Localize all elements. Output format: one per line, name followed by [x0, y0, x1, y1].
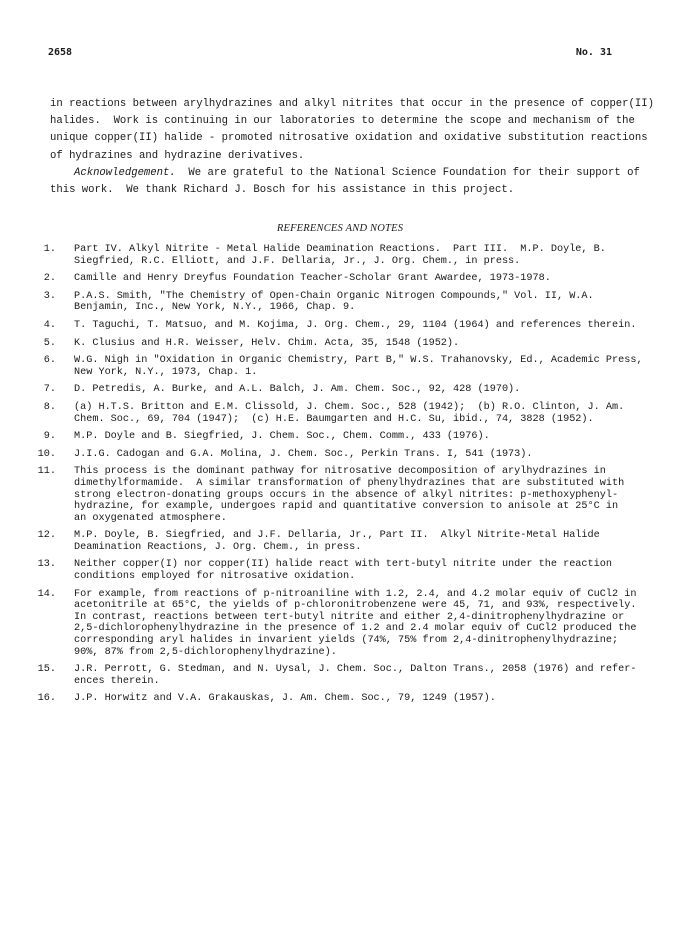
reference-text: Camille and Henry Dreyfus Foundation Teacher-Scholar Grant Awardee, 1973-1978. [74, 273, 551, 285]
reference-text: W.G. Nigh in "Oxidation in Organic Chemistry, Part B," W.S. Trahanovsky, Ed., Academic Press, [74, 355, 643, 367]
reference-text: M.P. Doyle and B. Siegfried, J. Chem. Soc., Chem. Comm., 433 (1976). [74, 431, 490, 443]
reference-text: P.A.S. Smith, "The Chemistry of Open-Chain Organic Nitrogen Compounds," Vol. II, W.A. [74, 290, 594, 302]
reference-text: 2,5-dichlorophenylhydrazine in the presence of 1.2 and 2.4 molar equiv of CuCl2 produced the [74, 623, 637, 635]
reference-item [34, 466, 638, 524]
reference-text: (a) H.T.S. Britton and E.M. Clissold, J. Chem. Soc., 528 (1942); (b) R.O. Clinton, J. Am. [74, 401, 625, 413]
reference-text: M.P. Doyle, B. Siegfried, and J.F. Dellaria, Jr., Part II. Alkyl Nitrite-Metal Halide [74, 530, 600, 542]
reference-text: For example, from reactions of p-nitroaniline with 1.2, 2.4, and 4.2 molar equiv of CuCl2 in [74, 588, 637, 600]
reference-text: Part IV. Alkyl Nitrite - Metal Halide Deamination Reactions. Part III. M.P. Doyle, B. [74, 244, 606, 255]
reference-item [34, 402, 638, 425]
reference-text: In contrast, reactions between tert-butyl nitrite and either 2,4-dinitrophenylhydrazine or [74, 611, 625, 623]
reference-item [34, 693, 638, 705]
page-number: 2658 [48, 47, 73, 58]
reference-number: 1. [43, 244, 56, 255]
reference-item [34, 449, 638, 461]
body-line: in reactions between arylhydrazines and alkyl nitrites that occur in the presence of copper(II) [50, 98, 654, 110]
reference-number: 7. [43, 384, 56, 396]
reference-text: Siegfried, R.C. Elliott, and J.F. Dellaria, Jr., J. Org. Chem., in press. [74, 255, 521, 267]
reference-number: 11. [37, 466, 56, 478]
references-heading: REFERENCES AND NOTES [276, 223, 404, 234]
reference-text: J.R. Perrott, G. Stedman, and N. Uysal, J. Chem. Soc., Dalton Trans., 2058 (1976) and refer- [74, 664, 637, 676]
body-text [50, 96, 654, 199]
issue-number: No. 31 [575, 47, 612, 58]
reference-text: New York, N.Y., 1973, Chap. 1. [74, 366, 258, 378]
reference-number: 13. [37, 559, 56, 571]
reference-item [34, 664, 638, 687]
reference-item [34, 384, 638, 396]
reference-number: 3. [43, 290, 56, 302]
body-line: unique copper(II) halide - promoted nitrosative oxidation and oxidative substitution reactions [50, 132, 648, 145]
reference-number: 14. [37, 588, 56, 600]
acknowledgement-text: We are grateful to the National Science Foundation for their support of [175, 166, 640, 179]
reference-number: 9. [43, 431, 56, 443]
reference-item [34, 338, 638, 350]
reference-text: hydrazine, for example, undergoes rapid and quantitative conversion to anisole at 25°C in [74, 501, 619, 513]
body-line: halides. Work is continuing in our laboratories to determine the scope and mechanism of the [50, 115, 635, 128]
reference-item [34, 273, 638, 285]
reference-text: dimethylformamide. A similar transformation of phenylhydrazines that are substituted with [74, 477, 625, 489]
reference-number: 8. [43, 401, 56, 413]
reference-text: corresponding aryl halides in invarient yields (74%, 75% from 2,4-dinitrophenylhydrazine; [74, 635, 619, 647]
reference-text: ences therein. [74, 675, 160, 687]
reference-text: an oxygenated atmosphere. [74, 512, 227, 524]
reference-item [34, 589, 638, 659]
reference-number: 5. [43, 337, 56, 349]
reference-number: 16. [37, 693, 56, 705]
reference-item [34, 530, 638, 553]
reference-text: acetonitrile at 65°C, the yields of p-chloronitrobenzene were 45, 71, and 93%, respectively. [74, 600, 637, 612]
reference-text: Neither copper(I) nor copper(II) halide react with tert-butyl nitrite under the reaction [74, 559, 612, 571]
reference-text: Benjamin, Inc., New York, N.Y., 1966, Chap. 9. [74, 302, 356, 314]
reference-number: 6. [43, 355, 56, 367]
references-list [34, 244, 643, 711]
reference-number: 2. [43, 273, 56, 285]
reference-text: Deamination Reactions, J. Org. Chem., in press. [74, 541, 362, 553]
reference-item [34, 291, 638, 314]
reference-item [34, 355, 643, 378]
acknowledgement-line-2: this work. We thank Richard J. Bosch for his assistance in this project. [50, 184, 515, 197]
reference-text: K. Clusius and H.R. Weisser, Helv. Chim. Acta, 35, 1548 (1952). [74, 337, 460, 349]
reference-text: This process is the dominant pathway for nitrosative decomposition of arylhydrazines in [74, 466, 606, 478]
reference-number: 10. [37, 448, 56, 460]
reference-text: D. Petredis, A. Burke, and A.L. Balch, J. Am. Chem. Soc., 92, 428 (1970). [74, 384, 521, 396]
acknowledgement-line [50, 165, 640, 182]
reference-item [34, 431, 638, 443]
reference-item [34, 244, 638, 267]
reference-number: 15. [37, 664, 56, 676]
reference-text: 90%, 87% from 2,5-dichlorophenylhydrazine). [74, 646, 337, 658]
acknowledgement-label: Acknowledgement. [74, 166, 176, 179]
reference-text: Chem. Soc., 69, 704 (1947); (c) H.E. Baumgarten and H.C. Su, ibid., 74, 3828 (1952). [74, 413, 594, 425]
reference-number: 4. [43, 319, 56, 331]
reference-text: strong electron-donating groups occurs in the absence of alkyl nitrites: p-methoxyphenyl- [74, 489, 619, 501]
reference-text: J.P. Horwitz and V.A. Grakauskas, J. Am. Chem. Soc., 79, 1249 (1957). [74, 693, 496, 705]
reference-text: J.I.G. Cadogan and G.A. Molina, J. Chem. Soc., Perkin Trans. I, 541 (1973). [74, 448, 533, 460]
body-line: of hydrazines and hydrazine derivatives. [50, 149, 305, 162]
reference-item [34, 320, 638, 332]
reference-text: conditions employed for nitrosative oxidation. [74, 571, 356, 583]
reference-item [34, 559, 638, 582]
reference-text: T. Taguchi, T. Matsuo, and M. Kojima, J. Org. Chem., 29, 1104 (1964) and references therein. [74, 319, 637, 331]
reference-number: 12. [37, 530, 56, 542]
